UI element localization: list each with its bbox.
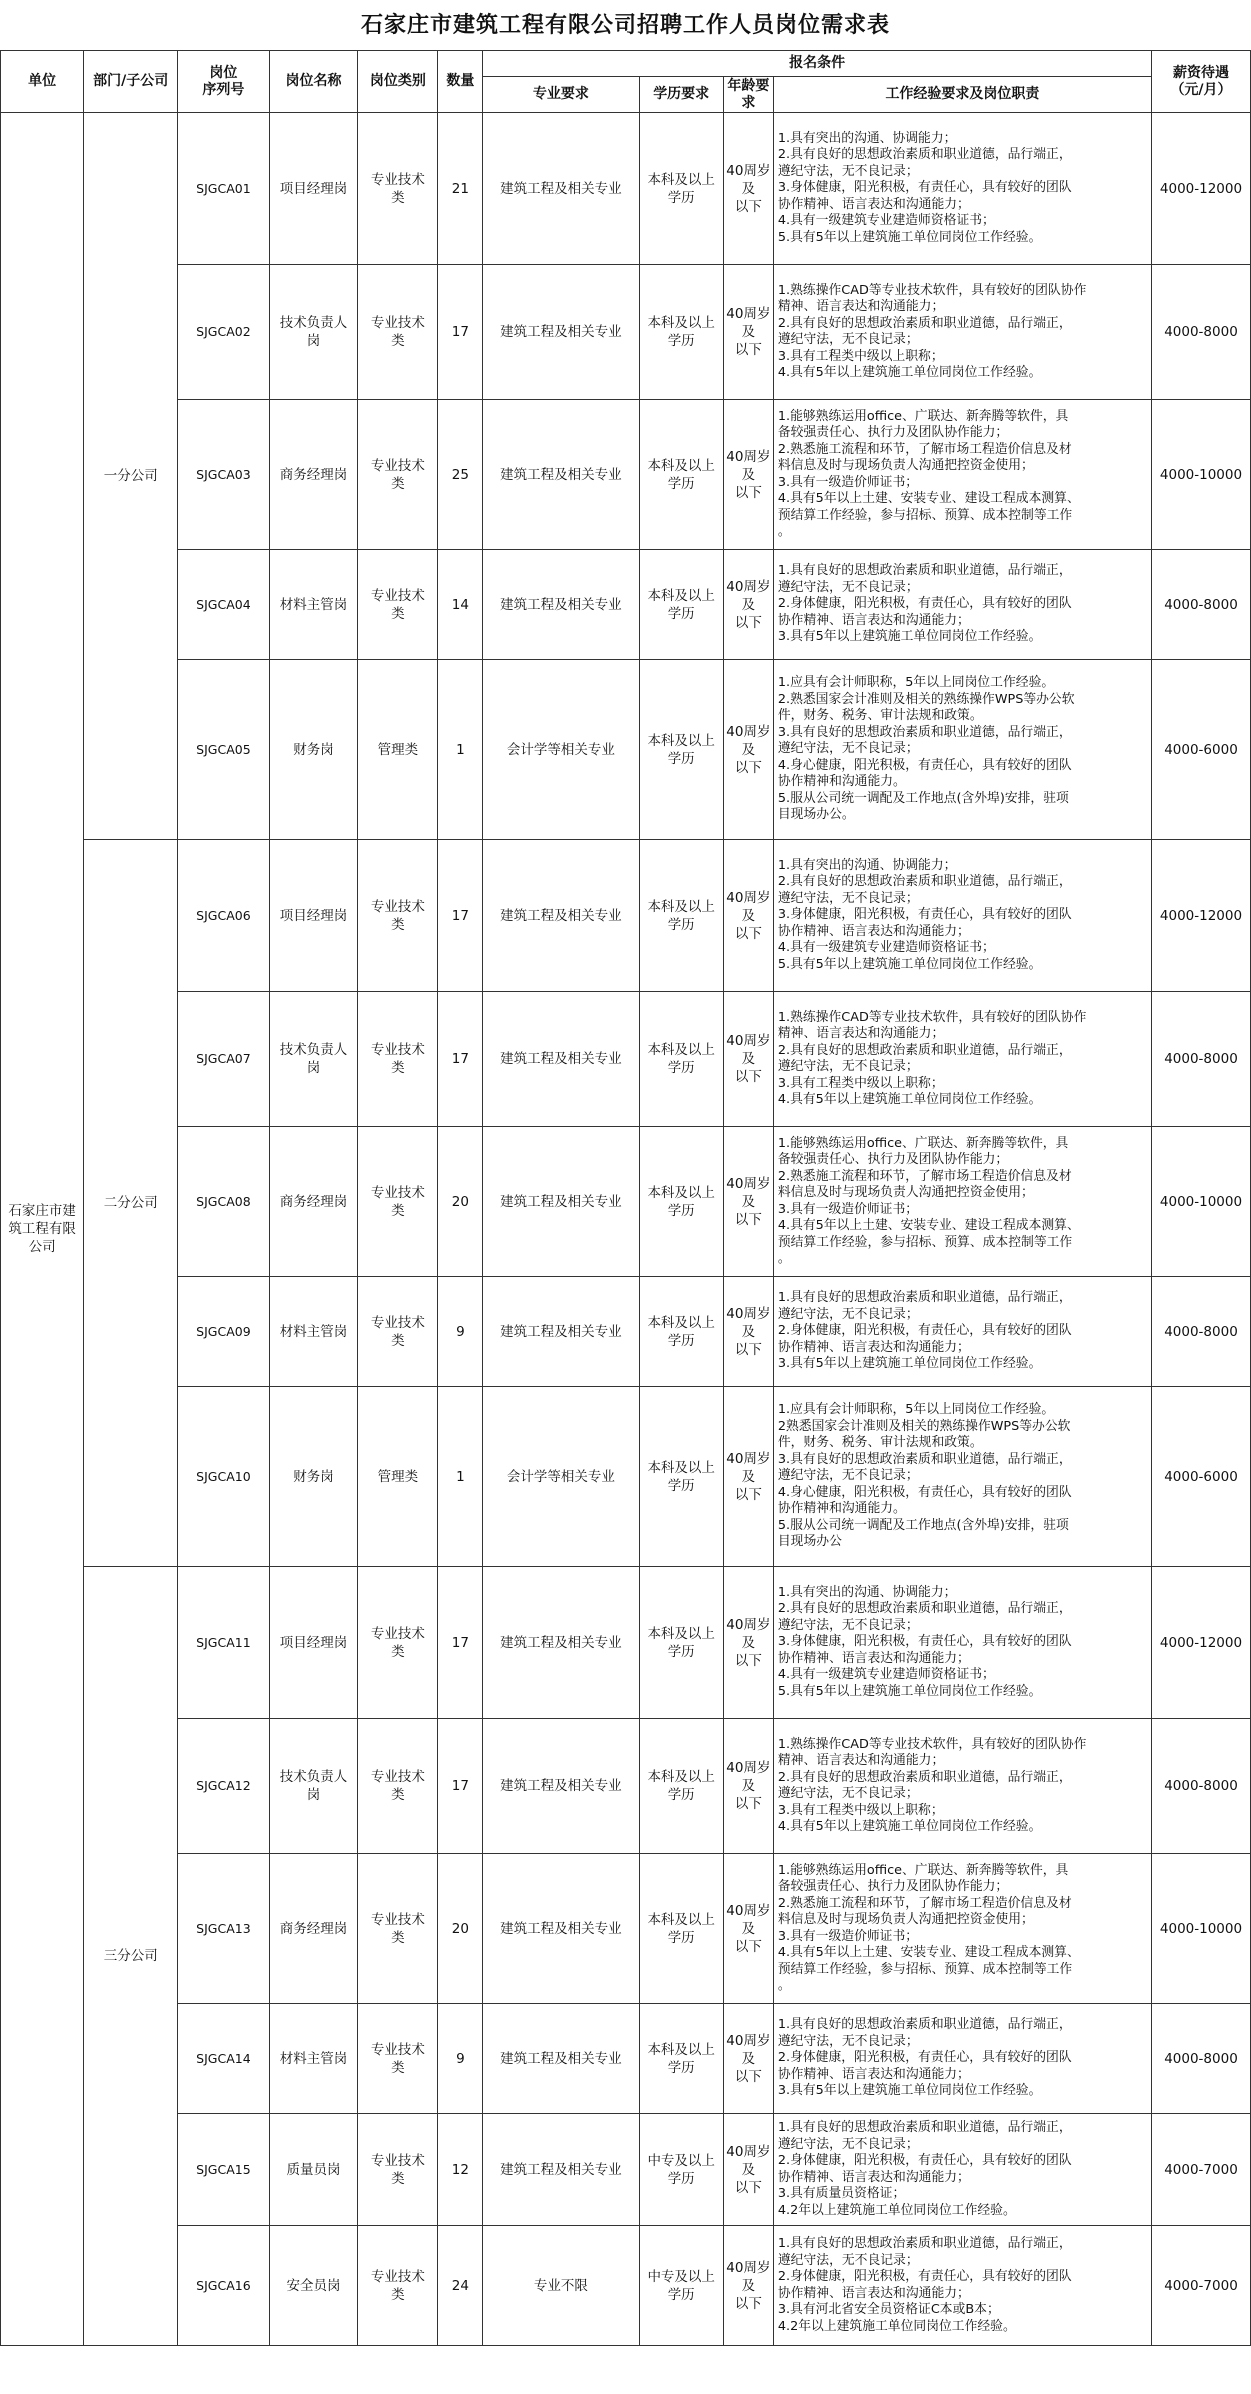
age-requirement: 40周岁及 以下 (723, 992, 773, 1127)
major-requirement: 建筑工程及相关专业 (483, 1719, 639, 1854)
age-requirement: 40周岁及 以下 (723, 550, 773, 660)
major-requirement: 建筑工程及相关专业 (483, 2114, 639, 2226)
duty-description: 1.能够熟练运用office、广联达、新奔腾等软件，具 备较强责任心、执行力及团队协作能力； 2.熟悉施工流程和环节，了解市场工程造价信息及材 料信息及时与现场负责人沟通把控资金使用； 3.具有一级造价师证书； 4.具有5年以上土建、安装专业、建设工程成本测算、 预结算工作经验，参与招标、预算、成本控制等工作 。 (773, 1127, 1151, 1277)
duty-description: 1.应具有会计师职称，5年以上同岗位工作经验。 2.熟悉国家会计准则及相关的熟练操作WPS等办公软 件，财务、税务、审计法规和政策。 3.具有良好的思想政治素质和职业道德，品行端正， 遵纪守法，无不良记录； 4.身心健康，阳光积极，有责任心，具有较好的团队 协作精神和沟通能力。 5.服从公司统一调配及工作地点(含外埠)安排，驻项 目现场办公。 (773, 660, 1151, 840)
position-name: 材料主管岗 (269, 1277, 358, 1387)
position-category: 专业技术 类 (358, 2226, 438, 2346)
age-requirement: 40周岁及 以下 (723, 1719, 773, 1854)
position-name: 商务经理岗 (269, 400, 358, 550)
table-row (1, 1719, 1251, 1854)
position-name: 材料主管岗 (269, 550, 358, 660)
duty-description: 1.具有良好的思想政治素质和职业道德，品行端正， 遵纪守法，无不良记录； 2.身体健康，阳光积极，有责任心，具有较好的团队 协作精神、语言表达和沟通能力； 3.具有质量员资格证； 4.2年以上建筑施工单位同岗位工作经验。 (773, 2114, 1151, 2226)
salary-range: 4000-8000 (1152, 1277, 1251, 1387)
position-name: 财务岗 (269, 660, 358, 840)
major-requirement: 会计学等相关专业 (483, 1387, 639, 1567)
duty-description: 1.应具有会计师职称，5年以上同岗位工作经验。 2熟悉国家会计准则及相关的熟练操作WPS等办公软 件，财务、税务、审计法规和政策。 3.具有良好的思想政治素质和职业道德，品行端正， 遵纪守法，无不良记录； 4.身心健康，阳光积极，有责任心，具有较好的团队 协作精神和沟通能力。 5.服从公司统一调配及工作地点(含外埠)安排，驻项 目现场办公 (773, 1387, 1151, 1567)
education-requirement: 本科及以上 学历 (639, 660, 723, 840)
position-name: 财务岗 (269, 1387, 358, 1567)
header-major: 专业要求 (483, 77, 639, 113)
position-name: 商务经理岗 (269, 1127, 358, 1277)
salary-range: 4000-7000 (1152, 2226, 1251, 2346)
table-row (1, 992, 1251, 1127)
header-category: 岗位类别 (358, 51, 438, 113)
duty-description: 1.熟练操作CAD等专业技术软件，具有较好的团队协作 精神、语言表达和沟通能力； 2.具有良好的思想政治素质和职业道德，品行端正， 遵纪守法，无不良记录； 3.具有工程类中级以上职称； 4.具有5年以上建筑施工单位同岗位工作经验。 (773, 1719, 1151, 1854)
position-name: 技术负责人 岗 (269, 1719, 358, 1854)
position-category: 专业技术 类 (358, 2004, 438, 2114)
major-requirement: 建筑工程及相关专业 (483, 265, 639, 400)
education-requirement: 本科及以上 学历 (639, 1387, 723, 1567)
position-count: 14 (438, 550, 483, 660)
education-requirement: 本科及以上 学历 (639, 1127, 723, 1277)
position-name: 商务经理岗 (269, 1854, 358, 2004)
education-requirement: 本科及以上 学历 (639, 2004, 723, 2114)
position-count: 9 (438, 2004, 483, 2114)
header-age: 年龄要 求 (723, 77, 773, 113)
position-category: 管理类 (358, 1387, 438, 1567)
major-requirement: 建筑工程及相关专业 (483, 992, 639, 1127)
position-category: 管理类 (358, 660, 438, 840)
duty-description: 1.熟练操作CAD等专业技术软件，具有较好的团队协作 精神、语言表达和沟通能力； 2.具有良好的思想政治素质和职业道德，品行端正， 遵纪守法，无不良记录； 3.具有工程类中级以上职称； 4.具有5年以上建筑施工单位同岗位工作经验。 (773, 265, 1151, 400)
position-count: 12 (438, 2114, 483, 2226)
age-requirement: 40周岁及 以下 (723, 265, 773, 400)
position-code: SJGCA01 (178, 113, 270, 265)
header-unit: 单位 (1, 51, 84, 113)
salary-range: 4000-6000 (1152, 660, 1251, 840)
table-row (1, 840, 1251, 992)
position-count: 1 (438, 660, 483, 840)
position-code: SJGCA16 (178, 2226, 270, 2346)
table-row (1, 1127, 1251, 1277)
major-requirement: 建筑工程及相关专业 (483, 400, 639, 550)
dept-cell: 一分公司 (84, 113, 178, 840)
position-name: 材料主管岗 (269, 2004, 358, 2114)
dept-cell: 二分公司 (84, 840, 178, 1567)
table-row (1, 2114, 1251, 2226)
table-row (1, 1387, 1251, 1567)
position-category: 专业技术 类 (358, 265, 438, 400)
salary-range: 4000-8000 (1152, 2004, 1251, 2114)
duty-description: 1.具有突出的沟通、协调能力； 2.具有良好的思想政治素质和职业道德，品行端正， 遵纪守法，无不良记录； 3.身体健康，阳光积极，有责任心，具有较好的团队 协作精神、语言表达和沟通能力； 4.具有一级建筑专业建造师资格证书； 5.具有5年以上建筑施工单位同岗位工作经验。 (773, 113, 1151, 265)
position-code: SJGCA07 (178, 992, 270, 1127)
table-row (1, 400, 1251, 550)
position-code: SJGCA15 (178, 2114, 270, 2226)
header-conditions: 报名条件 (483, 51, 1152, 77)
position-count: 17 (438, 1567, 483, 1719)
position-category: 专业技术 类 (358, 1277, 438, 1387)
salary-range: 4000-8000 (1152, 550, 1251, 660)
position-name: 技术负责人 岗 (269, 265, 358, 400)
header-salary: 薪资待遇 （元/月） (1152, 51, 1251, 113)
major-requirement: 建筑工程及相关专业 (483, 1127, 639, 1277)
position-count: 17 (438, 265, 483, 400)
position-category: 专业技术 类 (358, 1719, 438, 1854)
position-category: 专业技术 类 (358, 550, 438, 660)
position-count: 17 (438, 1719, 483, 1854)
salary-range: 4000-7000 (1152, 2114, 1251, 2226)
position-code: SJGCA04 (178, 550, 270, 660)
header-duty: 工作经验要求及岗位职责 (773, 77, 1151, 113)
major-requirement: 建筑工程及相关专业 (483, 113, 639, 265)
education-requirement: 本科及以上 学历 (639, 550, 723, 660)
duty-description: 1.能够熟练运用office、广联达、新奔腾等软件，具 备较强责任心、执行力及团队协作能力； 2.熟悉施工流程和环节，了解市场工程造价信息及材 料信息及时与现场负责人沟通把控资金使用； 3.具有一级造价师证书； 4.具有5年以上土建、安装专业、建设工程成本测算、 预结算工作经验，参与招标、预算、成本控制等工作 。 (773, 400, 1151, 550)
position-category: 专业技术 类 (358, 840, 438, 992)
salary-range: 4000-10000 (1152, 1854, 1251, 2004)
position-count: 20 (438, 1127, 483, 1277)
position-count: 17 (438, 840, 483, 992)
position-name: 项目经理岗 (269, 113, 358, 265)
unit-name-cell: 石家庄市建 筑工程有限 公司 (1, 113, 84, 2346)
position-code: SJGCA13 (178, 1854, 270, 2004)
table-row (1, 1854, 1251, 2004)
education-requirement: 本科及以上 学历 (639, 840, 723, 992)
duty-description: 1.具有良好的思想政治素质和职业道德，品行端正， 遵纪守法，无不良记录； 2.身体健康，阳光积极，有责任心，具有较好的团队 协作精神、语言表达和沟通能力； 3.具有5年以上建筑施工单位同岗位工作经验。 (773, 550, 1151, 660)
salary-range: 4000-12000 (1152, 1567, 1251, 1719)
position-count: 1 (438, 1387, 483, 1567)
header-post: 岗位名称 (269, 51, 358, 113)
position-name: 项目经理岗 (269, 840, 358, 992)
header-education: 学历要求 (639, 77, 723, 113)
position-category: 专业技术 类 (358, 400, 438, 550)
salary-range: 4000-8000 (1152, 265, 1251, 400)
table-row (1, 550, 1251, 660)
position-name: 项目经理岗 (269, 1567, 358, 1719)
position-name: 质量员岗 (269, 2114, 358, 2226)
position-code: SJGCA05 (178, 660, 270, 840)
age-requirement: 40周岁及 以下 (723, 840, 773, 992)
table-row (1, 1567, 1251, 1719)
position-category: 专业技术 类 (358, 1854, 438, 2004)
education-requirement: 中专及以上 学历 (639, 2114, 723, 2226)
age-requirement: 40周岁及 以下 (723, 113, 773, 265)
age-requirement: 40周岁及 以下 (723, 400, 773, 550)
position-category: 专业技术 类 (358, 992, 438, 1127)
salary-range: 4000-8000 (1152, 992, 1251, 1127)
salary-range: 4000-12000 (1152, 113, 1251, 265)
position-count: 21 (438, 113, 483, 265)
education-requirement: 本科及以上 学历 (639, 265, 723, 400)
position-count: 20 (438, 1854, 483, 2004)
age-requirement: 40周岁及 以下 (723, 1854, 773, 2004)
major-requirement: 建筑工程及相关专业 (483, 1854, 639, 2004)
education-requirement: 本科及以上 学历 (639, 400, 723, 550)
position-count: 9 (438, 1277, 483, 1387)
salary-range: 4000-8000 (1152, 1719, 1251, 1854)
table-row (1, 265, 1251, 400)
position-count: 25 (438, 400, 483, 550)
position-code: SJGCA11 (178, 1567, 270, 1719)
major-requirement: 建筑工程及相关专业 (483, 1277, 639, 1387)
duty-description: 1.具有突出的沟通、协调能力； 2.具有良好的思想政治素质和职业道德，品行端正， 遵纪守法，无不良记录； 3.身体健康，阳光积极，有责任心，具有较好的团队 协作精神、语言表达和沟通能力； 4.具有一级建筑专业建造师资格证书； 5.具有5年以上建筑施工单位同岗位工作经验。 (773, 840, 1151, 992)
education-requirement: 本科及以上 学历 (639, 1854, 723, 2004)
position-code: SJGCA14 (178, 2004, 270, 2114)
salary-range: 4000-12000 (1152, 840, 1251, 992)
major-requirement: 专业不限 (483, 2226, 639, 2346)
duty-description: 1.熟练操作CAD等专业技术软件，具有较好的团队协作 精神、语言表达和沟通能力； 2.具有良好的思想政治素质和职业道德，品行端正， 遵纪守法，无不良记录； 3.具有工程类中级以上职称； 4.具有5年以上建筑施工单位同岗位工作经验。 (773, 992, 1151, 1127)
table-row (1, 2004, 1251, 2114)
position-category: 专业技术 类 (358, 1567, 438, 1719)
duty-description: 1.具有良好的思想政治素质和职业道德，品行端正， 遵纪守法，无不良记录； 2.身体健康，阳光积极，有责任心，具有较好的团队 协作精神、语言表达和沟通能力； 3.具有河北省安全员资格证C本或B本； 4.2年以上建筑施工单位同岗位工作经验。 (773, 2226, 1151, 2346)
position-count: 24 (438, 2226, 483, 2346)
table-row (1, 2226, 1251, 2346)
duty-description: 1.具有突出的沟通、协调能力； 2.具有良好的思想政治素质和职业道德，品行端正， 遵纪守法，无不良记录； 3.身体健康，阳光积极，有责任心，具有较好的团队 协作精神、语言表达和沟通能力； 4.具有一级建筑专业建造师资格证书； 5.具有5年以上建筑施工单位同岗位工作经验。 (773, 1567, 1151, 1719)
age-requirement: 40周岁及 以下 (723, 660, 773, 840)
recruitment-table (0, 50, 1251, 2346)
position-code: SJGCA10 (178, 1387, 270, 1567)
position-code: SJGCA06 (178, 840, 270, 992)
dept-cell: 三分公司 (84, 1567, 178, 2346)
education-requirement: 本科及以上 学历 (639, 1719, 723, 1854)
salary-range: 4000-10000 (1152, 1127, 1251, 1277)
age-requirement: 40周岁及 以下 (723, 2114, 773, 2226)
major-requirement: 会计学等相关专业 (483, 660, 639, 840)
position-count: 17 (438, 992, 483, 1127)
age-requirement: 40周岁及 以下 (723, 2226, 773, 2346)
position-category: 专业技术 类 (358, 2114, 438, 2226)
table-body (1, 113, 1251, 2346)
major-requirement: 建筑工程及相关专业 (483, 840, 639, 992)
education-requirement: 本科及以上 学历 (639, 113, 723, 265)
age-requirement: 40周岁及 以下 (723, 1277, 773, 1387)
education-requirement: 本科及以上 学历 (639, 1277, 723, 1387)
header-dept: 部门/子公司 (84, 51, 178, 113)
position-code: SJGCA09 (178, 1277, 270, 1387)
position-category: 专业技术 类 (358, 1127, 438, 1277)
header-count: 数量 (438, 51, 483, 113)
major-requirement: 建筑工程及相关专业 (483, 1567, 639, 1719)
education-requirement: 中专及以上 学历 (639, 2226, 723, 2346)
duty-description: 1.具有良好的思想政治素质和职业道德，品行端正， 遵纪守法，无不良记录； 2.身体健康，阳光积极，有责任心，具有较好的团队 协作精神、语言表达和沟通能力； 3.具有5年以上建筑施工单位同岗位工作经验。 (773, 2004, 1151, 2114)
header-code: 岗位 序列号 (178, 51, 270, 113)
table-row (1, 1277, 1251, 1387)
age-requirement: 40周岁及 以下 (723, 2004, 773, 2114)
page-title: 石家庄市建筑工程有限公司招聘工作人员岗位需求表 (360, 12, 890, 38)
table-row (1, 660, 1251, 840)
position-name: 技术负责人 岗 (269, 992, 358, 1127)
age-requirement: 40周岁及 以下 (723, 1387, 773, 1567)
position-category: 专业技术 类 (358, 113, 438, 265)
position-code: SJGCA08 (178, 1127, 270, 1277)
age-requirement: 40周岁及 以下 (723, 1127, 773, 1277)
position-code: SJGCA12 (178, 1719, 270, 1854)
major-requirement: 建筑工程及相关专业 (483, 2004, 639, 2114)
salary-range: 4000-10000 (1152, 400, 1251, 550)
age-requirement: 40周岁及 以下 (723, 1567, 773, 1719)
position-code: SJGCA03 (178, 400, 270, 550)
education-requirement: 本科及以上 学历 (639, 992, 723, 1127)
duty-description: 1.能够熟练运用office、广联达、新奔腾等软件，具 备较强责任心、执行力及团队协作能力； 2.熟悉施工流程和环节，了解市场工程造价信息及材 料信息及时与现场负责人沟通把控资金使用； 3.具有一级造价师证书； 4.具有5年以上土建、安装专业、建设工程成本测算、 预结算工作经验，参与招标、预算、成本控制等工作 。 (773, 1854, 1151, 2004)
education-requirement: 本科及以上 学历 (639, 1567, 723, 1719)
table-row (1, 113, 1251, 265)
position-code: SJGCA02 (178, 265, 270, 400)
salary-range: 4000-6000 (1152, 1387, 1251, 1567)
position-name: 安全员岗 (269, 2226, 358, 2346)
duty-description: 1.具有良好的思想政治素质和职业道德，品行端正， 遵纪守法，无不良记录； 2.身体健康，阳光积极，有责任心，具有较好的团队 协作精神、语言表达和沟通能力； 3.具有5年以上建筑施工单位同岗位工作经验。 (773, 1277, 1151, 1387)
major-requirement: 建筑工程及相关专业 (483, 550, 639, 660)
